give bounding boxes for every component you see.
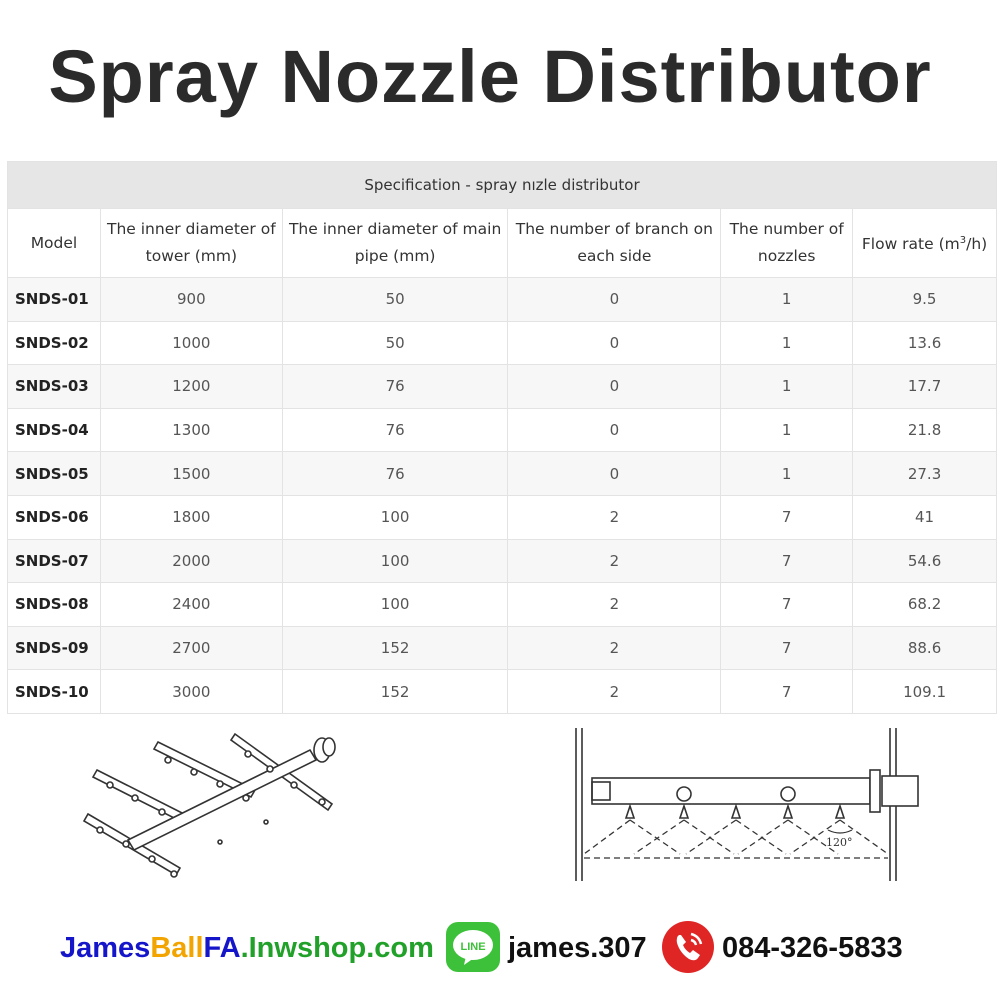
cell-branch: 0 <box>508 408 721 452</box>
cell-pipe: 100 <box>282 583 508 627</box>
cell-pipe: 76 <box>282 365 508 409</box>
header-tower-diameter: The inner diameter of tower (mm) <box>100 209 282 278</box>
header-pipe-diameter: The inner diameter of main pipe (mm) <box>282 209 508 278</box>
cell-pipe: 76 <box>282 408 508 452</box>
cell-flow: 17.7 <box>853 365 997 409</box>
cell-branch: 2 <box>508 495 721 539</box>
cell-nozzles: 7 <box>721 583 853 627</box>
cell-flow: 21.8 <box>853 408 997 452</box>
cell-model: SNDS-07 <box>8 539 101 583</box>
spray-angle-label: 120° <box>826 836 853 849</box>
cell-flow: 27.3 <box>853 452 997 496</box>
table-caption: Specification - spray nızle distributor <box>8 162 997 209</box>
main-pipe <box>592 778 870 804</box>
cell-nozzles: 1 <box>721 452 853 496</box>
cell-branch: 2 <box>508 539 721 583</box>
cell-nozzles: 1 <box>721 408 853 452</box>
table-row <box>8 495 997 539</box>
cell-model: SNDS-01 <box>8 278 101 322</box>
cell-branch: 2 <box>508 583 721 627</box>
cell-flow: 13.6 <box>853 321 997 365</box>
cell-branch: 0 <box>508 365 721 409</box>
inlet-flange <box>870 770 880 812</box>
cell-flow: 109.1 <box>853 670 997 714</box>
cell-nozzles: 1 <box>721 278 853 322</box>
cell-tower: 1200 <box>100 365 282 409</box>
line-id: james.307 <box>508 932 647 964</box>
distributor-section-drawing <box>570 726 930 886</box>
specification-table <box>7 161 997 714</box>
cell-flow: 54.6 <box>853 539 997 583</box>
cell-pipe: 76 <box>282 452 508 496</box>
cell-branch: 0 <box>508 321 721 365</box>
table-row <box>8 408 997 452</box>
cell-pipe: 152 <box>282 670 508 714</box>
cell-nozzles: 7 <box>721 626 853 670</box>
table-row <box>8 365 997 409</box>
table-row <box>8 626 997 670</box>
cell-nozzles: 7 <box>721 495 853 539</box>
cell-model: SNDS-08 <box>8 583 101 627</box>
cell-flow: 68.2 <box>853 583 997 627</box>
cell-tower: 2700 <box>100 626 282 670</box>
contact-footer <box>0 918 1000 978</box>
cell-tower: 900 <box>100 278 282 322</box>
cell-tower: 2400 <box>100 583 282 627</box>
cell-pipe: 50 <box>282 278 508 322</box>
phone-icon <box>662 921 714 973</box>
cell-nozzles: 1 <box>721 365 853 409</box>
cell-nozzles: 7 <box>721 670 853 714</box>
cell-tower: 3000 <box>100 670 282 714</box>
website-link[interactable]: JamesBallFA.Inwshop.com <box>60 932 434 964</box>
header-flow-rate: Flow rate $(m^3/h)$ <box>853 209 997 278</box>
cell-pipe: 100 <box>282 495 508 539</box>
cell-tower: 1800 <box>100 495 282 539</box>
header-nozzle-count: The number of nozzles <box>721 209 853 278</box>
cell-branch: 2 <box>508 670 721 714</box>
cell-tower: 1000 <box>100 321 282 365</box>
cell-flow: 88.6 <box>853 626 997 670</box>
table-row <box>8 278 997 322</box>
table-row <box>8 452 997 496</box>
cell-model: SNDS-03 <box>8 365 101 409</box>
cell-pipe: 152 <box>282 626 508 670</box>
cell-model: SNDS-05 <box>8 452 101 496</box>
cell-tower: 2000 <box>100 539 282 583</box>
cell-nozzles: 7 <box>721 539 853 583</box>
cell-flow: 9.5 <box>853 278 997 322</box>
table-row <box>8 321 997 365</box>
cell-pipe: 100 <box>282 539 508 583</box>
cell-model: SNDS-06 <box>8 495 101 539</box>
cell-model: SNDS-04 <box>8 408 101 452</box>
page-title: Spray Nozzle Distributor <box>48 35 932 118</box>
cell-tower: 1500 <box>100 452 282 496</box>
table-row <box>8 583 997 627</box>
phone-number: 084-326-5833 <box>722 932 903 964</box>
cell-branch: 2 <box>508 626 721 670</box>
cell-branch: 0 <box>508 278 721 322</box>
cell-model: SNDS-10 <box>8 670 101 714</box>
cell-branch: 0 <box>508 452 721 496</box>
header-branch-count: The number of branch on each side <box>508 209 721 278</box>
cell-flow: 41 <box>853 495 997 539</box>
cell-tower: 1300 <box>100 408 282 452</box>
table-row <box>8 670 997 714</box>
line-app-icon <box>446 922 500 972</box>
cell-nozzles: 1 <box>721 321 853 365</box>
cell-model: SNDS-09 <box>8 626 101 670</box>
cell-pipe: 50 <box>282 321 508 365</box>
header-model: Model <box>8 209 101 278</box>
cell-model: SNDS-02 <box>8 321 101 365</box>
table-row <box>8 539 997 583</box>
distributor-isometric-drawing <box>70 722 360 892</box>
svg-text:LINE: LINE <box>460 941 486 953</box>
